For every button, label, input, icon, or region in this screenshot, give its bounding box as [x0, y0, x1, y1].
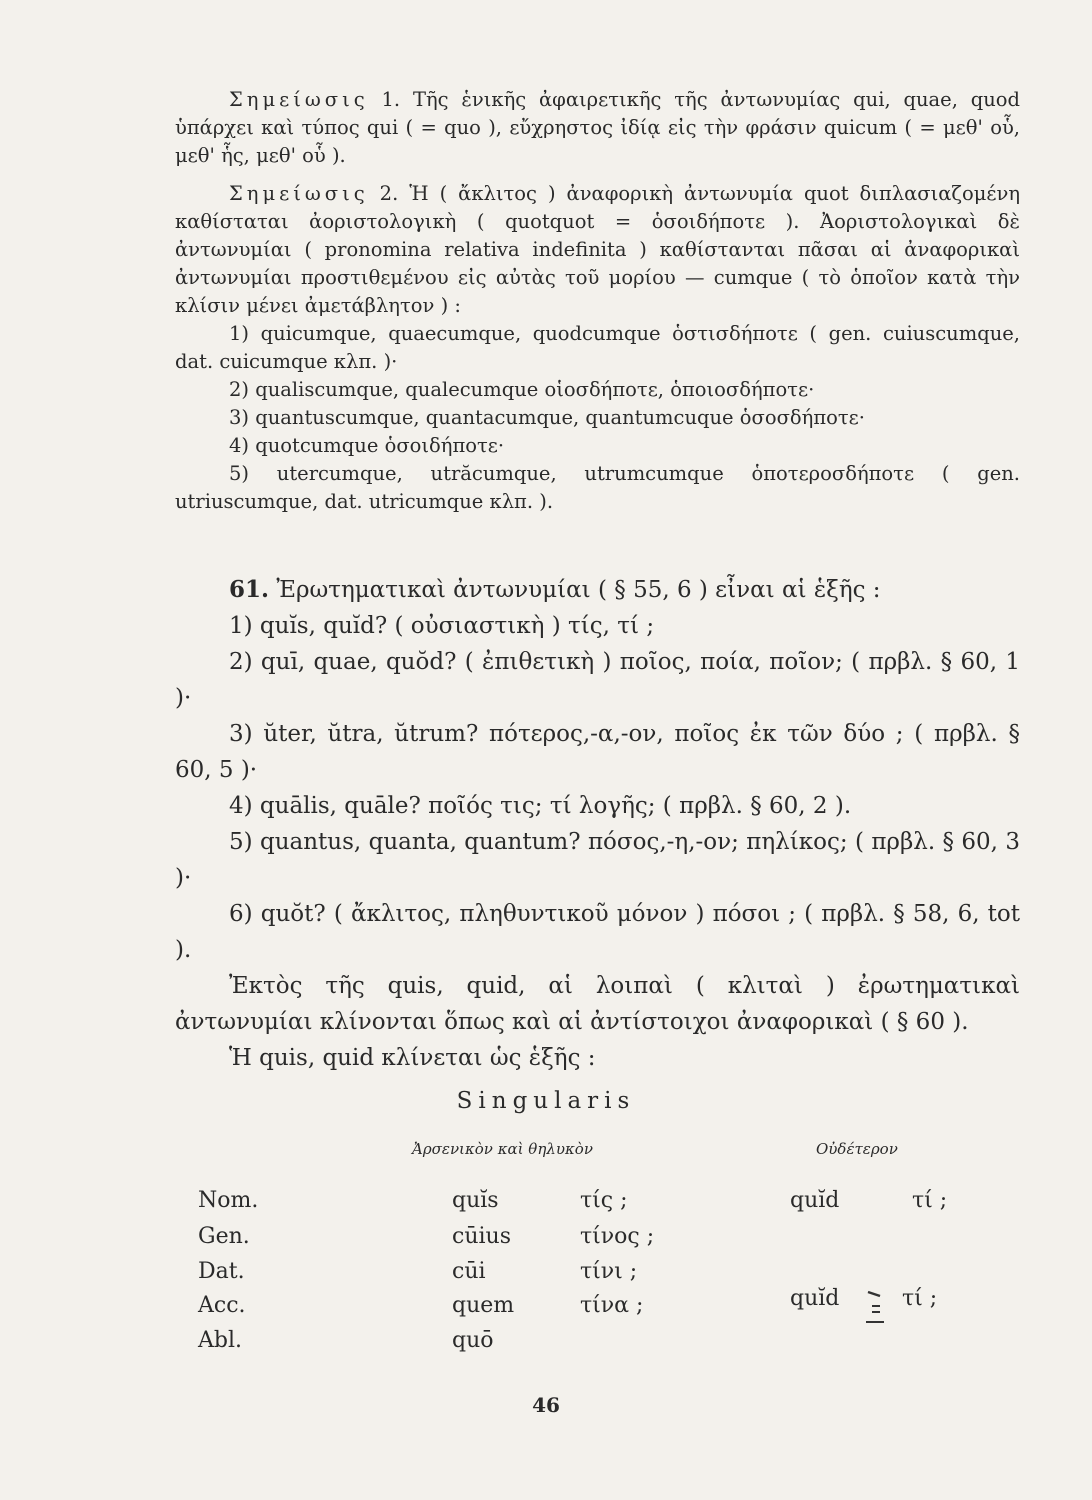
case-label: Gen.: [198, 1224, 250, 1249]
note-2-number: 2.: [379, 182, 399, 205]
note-1-label: Σημείωσις: [229, 88, 369, 111]
section-61: [175, 572, 1020, 1076]
neuter-latin-form: quĭd: [790, 1188, 840, 1213]
greek-form: τίνα ;: [580, 1293, 644, 1318]
section-item: 1) quĭs, quĭd? ( οὐσιαστικὴ ) τίς, τί ;: [229, 613, 655, 639]
latin-form: quĭs: [452, 1188, 499, 1213]
case-label: Dat.: [198, 1259, 245, 1284]
latin-form: cūius: [452, 1224, 511, 1249]
note-1-text: Τῆς ἑνικῆς ἀφαιρετικῆς τῆς ἀντωνυμίας qui, quae, quod ὑπάρχει καὶ τύπος qui ( = quo ), εὔχρηστος ἰδίᾳ εἰς τὴν φράσιν quicum ( = μεθ' οὗ, μεθ' ἧς, μεθ' οὗ ).: [175, 88, 1020, 167]
neuter-greek-form: τί ;: [912, 1188, 948, 1213]
page-number: 46: [532, 1393, 560, 1417]
bracket-mark-icon: [864, 1288, 886, 1328]
note-2-item: 2) qualiscumque, qualecumque οἱοσδήποτε, ὁποιοσδήποτε·: [229, 378, 815, 401]
latin-form: quem: [452, 1293, 515, 1318]
section-item: 4) quālis, quāle? ποῖός τις; τί λογῆς; ( πρβλ. § 60, 2 ).: [229, 793, 852, 819]
note-2-item: 3) quantuscumque, quantacumque, quantumcuque ὁσοσδήποτε·: [229, 406, 865, 429]
note-2-item: 5) utercumque, utrăcumque, utrumcumque ὁποτεροσδήποτε ( gen. utriuscumque, dat. utricumque κλπ. ).: [175, 462, 1020, 513]
column-header-neuter: Οὐδέτερον: [816, 1140, 898, 1158]
section-item: 2) quī, quae, quŏd? ( ἐπιθετικὴ ) ποῖος, ποία, ποῖον; ( πρβλ. § 60, 1 )·: [175, 649, 1020, 711]
section-item: 5) quantus, quanta, quantum? πόσος,-η,-ον; πηλίκος; ( πρβλ. § 60, 3 )·: [175, 829, 1020, 891]
note-2-text: Ἡ ( ἄκλιτος ) ἀναφορικὴ ἀντωνυμία quot διπλασιαζομένη καθίσταται ἀοριστολογικὴ ( quotquot = ὁσοιδήποτε ). Ἀοριστολογικαὶ δὲ ἀντωνυμίαι ( pronomina relativa indefinita ) καθίστανται πᾶσαι αἱ ἀναφορικαὶ ἀντωνυμίαι προστιθεμένου εἰς αὐτὰς τοῦ μορίου — cumque ( τὸ ὁποῖον κατὰ τὴν κλίσιν μένει ἀμετάβλητον ) :: [175, 182, 1021, 317]
note-2: [175, 180, 1020, 516]
section-item: 3) ŭter, ŭtra, ŭtrum? πότερος,-α,-ον, ποῖος ἐκ τῶν δύο ; ( πρβλ. § 60, 5 )·: [175, 721, 1020, 783]
note-1-number: 1.: [381, 88, 401, 111]
note-2-item: 1) quicumque, quaecumque, quodcumque ὁστισδήποτε ( gen. cuiuscumque, dat. cuicumque κλπ. )·: [175, 322, 1020, 373]
case-label: Acc.: [198, 1293, 246, 1318]
section-number: 61.: [229, 576, 270, 603]
neuter-greek-form: τί ;: [902, 1286, 938, 1311]
greek-form: τίνος ;: [580, 1224, 655, 1249]
note-2-item: 4) quotcumque ὁσοιδήποτε·: [229, 434, 505, 457]
declension-title: Singularis: [456, 1088, 636, 1114]
neuter-latin-form: quĭd: [790, 1286, 840, 1311]
section-heading: Ἐρωτηματικαὶ ἀντωνυμίαι ( § 55, 6 ) εἶναι αἱ ἑξῆς :: [276, 577, 881, 603]
note-1: [175, 86, 1020, 170]
case-label: Nom.: [198, 1188, 259, 1213]
latin-form: quō: [452, 1328, 494, 1353]
section-item: 6) quŏt? ( ἄκλιτος, πληθυντικοῦ μόνον ) πόσοι ; ( πρβλ. § 58, 6, tot ).: [175, 901, 1020, 963]
note-2-label: Σημείωσις: [229, 182, 369, 205]
greek-form: τίς ;: [580, 1188, 628, 1213]
latin-form: cūi: [452, 1259, 486, 1284]
section-paragraph: Ἡ quis, quid κλίνεται ὡς ἑξῆς :: [229, 1045, 596, 1071]
greek-form: τίνι ;: [580, 1259, 638, 1284]
case-label: Abl.: [198, 1328, 242, 1353]
section-paragraph: Ἐκτὸς τῆς quis, quid, αἱ λοιπαὶ ( κλιταὶ ) ἐρωτηματικαὶ ἀντωνυμίαι κλίνονται ὅπως καὶ αἱ ἀντίστοιχοι ἀναφορικαὶ ( § 60 ).: [175, 973, 1020, 1035]
column-header-masc-fem: Ἀρσενικὸν καὶ θηλυκὸν: [412, 1140, 593, 1158]
